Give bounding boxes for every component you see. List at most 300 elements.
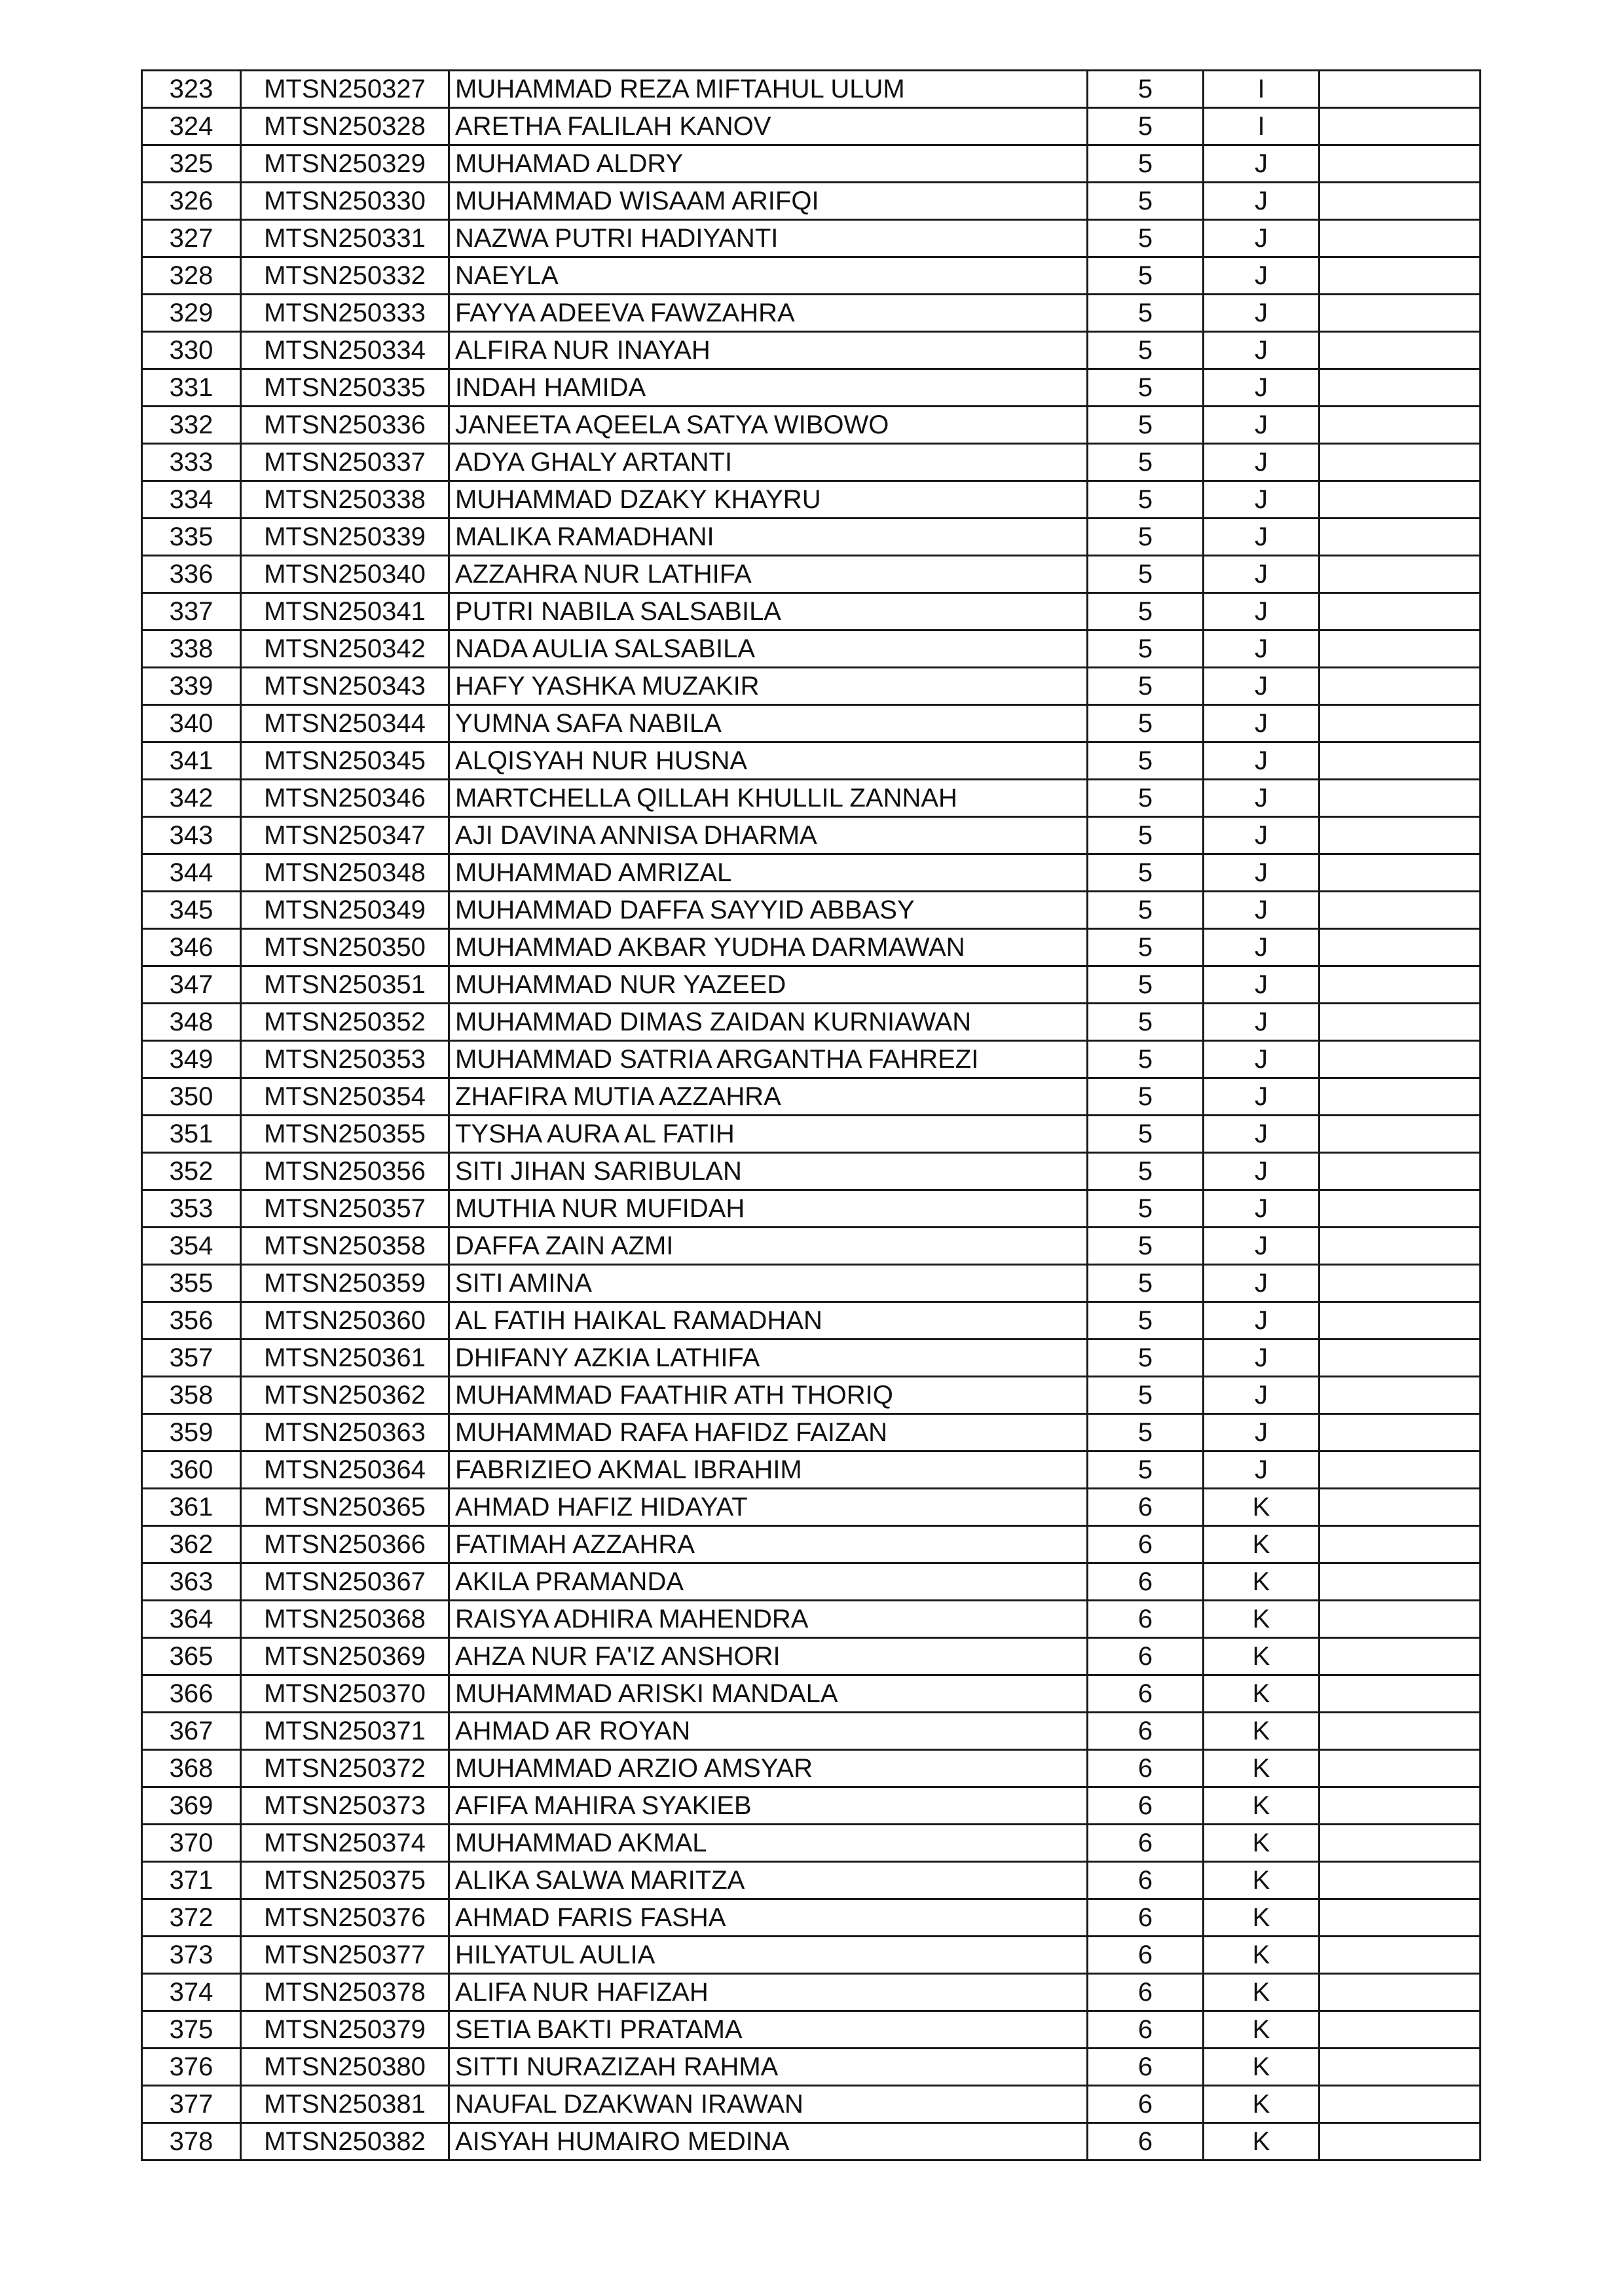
class-cell: J bbox=[1204, 854, 1320, 892]
participant-id-cell: MTSN250347 bbox=[241, 817, 449, 854]
remarks-cell bbox=[1320, 1601, 1481, 1638]
class-cell: J bbox=[1204, 892, 1320, 929]
participant-id-cell: MTSN250334 bbox=[241, 332, 449, 369]
remarks-cell bbox=[1320, 892, 1481, 929]
row-number-cell: 351 bbox=[142, 1116, 241, 1153]
participant-id-cell: MTSN250367 bbox=[241, 1563, 449, 1601]
room-cell: 5 bbox=[1088, 1265, 1204, 1302]
room-cell: 5 bbox=[1088, 892, 1204, 929]
remarks-cell bbox=[1320, 593, 1481, 630]
row-number-cell: 326 bbox=[142, 183, 241, 220]
room-cell: 5 bbox=[1088, 966, 1204, 1004]
row-number-cell: 337 bbox=[142, 593, 241, 630]
class-cell: K bbox=[1204, 2049, 1320, 2086]
row-number-cell: 344 bbox=[142, 854, 241, 892]
remarks-cell bbox=[1320, 668, 1481, 705]
table-row bbox=[142, 892, 1481, 929]
table-row bbox=[142, 183, 1481, 220]
class-cell: J bbox=[1204, 1414, 1320, 1451]
row-number-cell: 355 bbox=[142, 1265, 241, 1302]
participant-id-cell: MTSN250364 bbox=[241, 1451, 449, 1489]
row-number-cell: 338 bbox=[142, 630, 241, 668]
row-number-cell: 345 bbox=[142, 892, 241, 929]
participant-id-cell: MTSN250382 bbox=[241, 2123, 449, 2160]
room-cell: 5 bbox=[1088, 1078, 1204, 1116]
participant-id-cell: MTSN250341 bbox=[241, 593, 449, 630]
participant-id-cell: MTSN250373 bbox=[241, 1787, 449, 1825]
row-number-cell: 376 bbox=[142, 2049, 241, 2086]
table-row bbox=[142, 145, 1481, 183]
table-row bbox=[142, 668, 1481, 705]
row-number-cell: 335 bbox=[142, 519, 241, 556]
class-cell: J bbox=[1204, 481, 1320, 519]
class-cell: J bbox=[1204, 295, 1320, 332]
remarks-cell bbox=[1320, 1414, 1481, 1451]
remarks-cell bbox=[1320, 332, 1481, 369]
remarks-cell bbox=[1320, 257, 1481, 295]
row-number-cell: 373 bbox=[142, 1937, 241, 1974]
table-row bbox=[142, 1153, 1481, 1190]
remarks-cell bbox=[1320, 1078, 1481, 1116]
participant-name-cell: MUHAMMAD WISAAM ARIFQI bbox=[449, 183, 1088, 220]
class-cell: J bbox=[1204, 1190, 1320, 1228]
participant-name-cell: AL FATIH HAIKAL RAMADHAN bbox=[449, 1302, 1088, 1339]
table-row bbox=[142, 1750, 1481, 1787]
room-cell: 6 bbox=[1088, 1638, 1204, 1675]
participant-id-cell: MTSN250342 bbox=[241, 630, 449, 668]
participant-name-cell: ALFIRA NUR INAYAH bbox=[449, 332, 1088, 369]
participant-id-cell: MTSN250370 bbox=[241, 1675, 449, 1713]
participant-name-cell: AISYAH HUMAIRO MEDINA bbox=[449, 2123, 1088, 2160]
participant-name-cell: MARTCHELLA QILLAH KHULLIL ZANNAH bbox=[449, 780, 1088, 817]
room-cell: 5 bbox=[1088, 854, 1204, 892]
table-row bbox=[142, 630, 1481, 668]
participant-id-cell: MTSN250359 bbox=[241, 1265, 449, 1302]
participant-name-cell: MUHAMMAD DIMAS ZAIDAN KURNIAWAN bbox=[449, 1004, 1088, 1041]
participant-name-cell: YUMNA SAFA NABILA bbox=[449, 705, 1088, 742]
participant-id-cell: MTSN250363 bbox=[241, 1414, 449, 1451]
participant-id-cell: MTSN250345 bbox=[241, 742, 449, 780]
participant-name-cell: HAFY YASHKA MUZAKIR bbox=[449, 668, 1088, 705]
participant-name-cell: AHMAD FARIS FASHA bbox=[449, 1899, 1088, 1937]
room-cell: 5 bbox=[1088, 220, 1204, 257]
participant-id-cell: MTSN250361 bbox=[241, 1339, 449, 1377]
remarks-cell bbox=[1320, 1899, 1481, 1937]
remarks-cell bbox=[1320, 929, 1481, 966]
row-number-cell: 341 bbox=[142, 742, 241, 780]
room-cell: 6 bbox=[1088, 1675, 1204, 1713]
room-cell: 6 bbox=[1088, 1601, 1204, 1638]
participant-id-cell: MTSN250379 bbox=[241, 2011, 449, 2049]
room-cell: 6 bbox=[1088, 1750, 1204, 1787]
room-cell: 5 bbox=[1088, 556, 1204, 593]
remarks-cell bbox=[1320, 1974, 1481, 2011]
remarks-cell bbox=[1320, 407, 1481, 444]
participant-name-cell: AZZAHRA NUR LATHIFA bbox=[449, 556, 1088, 593]
participant-id-cell: MTSN250344 bbox=[241, 705, 449, 742]
room-cell: 5 bbox=[1088, 1414, 1204, 1451]
room-cell: 5 bbox=[1088, 369, 1204, 407]
participant-name-cell: PUTRI NABILA SALSABILA bbox=[449, 593, 1088, 630]
table-row bbox=[142, 966, 1481, 1004]
participant-id-cell: MTSN250358 bbox=[241, 1228, 449, 1265]
remarks-cell bbox=[1320, 1750, 1481, 1787]
table-row bbox=[142, 854, 1481, 892]
participant-id-cell: MTSN250349 bbox=[241, 892, 449, 929]
row-number-cell: 364 bbox=[142, 1601, 241, 1638]
participant-name-cell: MUHAMMAD ARISKI MANDALA bbox=[449, 1675, 1088, 1713]
class-cell: J bbox=[1204, 183, 1320, 220]
participant-id-cell: MTSN250331 bbox=[241, 220, 449, 257]
table-row bbox=[142, 705, 1481, 742]
room-cell: 6 bbox=[1088, 2049, 1204, 2086]
class-cell: K bbox=[1204, 1526, 1320, 1563]
row-number-cell: 368 bbox=[142, 1750, 241, 1787]
room-cell: 5 bbox=[1088, 1041, 1204, 1078]
participant-name-cell: NAZWA PUTRI HADIYANTI bbox=[449, 220, 1088, 257]
participant-name-cell: AHMAD AR ROYAN bbox=[449, 1713, 1088, 1750]
room-cell: 5 bbox=[1088, 1153, 1204, 1190]
remarks-cell bbox=[1320, 369, 1481, 407]
class-cell: J bbox=[1204, 407, 1320, 444]
table-row bbox=[142, 407, 1481, 444]
row-number-cell: 357 bbox=[142, 1339, 241, 1377]
participant-name-cell: AHMAD HAFIZ HIDAYAT bbox=[449, 1489, 1088, 1526]
class-cell: K bbox=[1204, 2123, 1320, 2160]
participant-name-cell: FAYYA ADEEVA FAWZAHRA bbox=[449, 295, 1088, 332]
class-cell: J bbox=[1204, 705, 1320, 742]
table-row bbox=[142, 2011, 1481, 2049]
participant-name-cell: INDAH HAMIDA bbox=[449, 369, 1088, 407]
table-row bbox=[142, 1787, 1481, 1825]
remarks-cell bbox=[1320, 1787, 1481, 1825]
class-cell: J bbox=[1204, 1451, 1320, 1489]
remarks-cell bbox=[1320, 817, 1481, 854]
row-number-cell: 375 bbox=[142, 2011, 241, 2049]
participant-name-cell: DAFFA ZAIN AZMI bbox=[449, 1228, 1088, 1265]
row-number-cell: 332 bbox=[142, 407, 241, 444]
class-cell: J bbox=[1204, 556, 1320, 593]
participant-name-cell: MUHAMMAD DAFFA SAYYID ABBASY bbox=[449, 892, 1088, 929]
participant-name-cell: MUHAMMAD FAATHIR ATH THORIQ bbox=[449, 1377, 1088, 1414]
remarks-cell bbox=[1320, 1041, 1481, 1078]
class-cell: J bbox=[1204, 817, 1320, 854]
class-cell: K bbox=[1204, 1489, 1320, 1526]
class-cell: K bbox=[1204, 1675, 1320, 1713]
participant-id-cell: MTSN250343 bbox=[241, 668, 449, 705]
table-row bbox=[142, 2123, 1481, 2160]
row-number-cell: 362 bbox=[142, 1526, 241, 1563]
table-row bbox=[142, 1526, 1481, 1563]
room-cell: 5 bbox=[1088, 593, 1204, 630]
participant-name-cell: DHIFANY AZKIA LATHIFA bbox=[449, 1339, 1088, 1377]
class-cell: J bbox=[1204, 1078, 1320, 1116]
remarks-cell bbox=[1320, 1190, 1481, 1228]
table-body bbox=[142, 71, 1481, 2160]
table-row bbox=[142, 2049, 1481, 2086]
class-cell: I bbox=[1204, 71, 1320, 108]
class-cell: J bbox=[1204, 1153, 1320, 1190]
class-cell: J bbox=[1204, 369, 1320, 407]
room-cell: 5 bbox=[1088, 630, 1204, 668]
class-cell: K bbox=[1204, 1937, 1320, 1974]
remarks-cell bbox=[1320, 1451, 1481, 1489]
participant-name-cell: MUHAMMAD DZAKY KHAYRU bbox=[449, 481, 1088, 519]
class-cell: K bbox=[1204, 1638, 1320, 1675]
class-cell: J bbox=[1204, 1004, 1320, 1041]
participant-id-cell: MTSN250346 bbox=[241, 780, 449, 817]
table-row bbox=[142, 1228, 1481, 1265]
remarks-cell bbox=[1320, 71, 1481, 108]
table-row bbox=[142, 1563, 1481, 1601]
remarks-cell bbox=[1320, 183, 1481, 220]
room-cell: 6 bbox=[1088, 2123, 1204, 2160]
row-number-cell: 377 bbox=[142, 2086, 241, 2123]
class-cell: J bbox=[1204, 444, 1320, 481]
row-number-cell: 367 bbox=[142, 1713, 241, 1750]
remarks-cell bbox=[1320, 742, 1481, 780]
participant-name-cell: NAEYLA bbox=[449, 257, 1088, 295]
row-number-cell: 340 bbox=[142, 705, 241, 742]
participant-id-cell: MTSN250336 bbox=[241, 407, 449, 444]
class-cell: J bbox=[1204, 929, 1320, 966]
table-row bbox=[142, 71, 1481, 108]
remarks-cell bbox=[1320, 145, 1481, 183]
remarks-cell bbox=[1320, 1563, 1481, 1601]
remarks-cell bbox=[1320, 1339, 1481, 1377]
participant-name-cell: AHZA NUR FA'IZ ANSHORI bbox=[449, 1638, 1088, 1675]
room-cell: 5 bbox=[1088, 1116, 1204, 1153]
row-number-cell: 347 bbox=[142, 966, 241, 1004]
participant-id-cell: MTSN250333 bbox=[241, 295, 449, 332]
table-row bbox=[142, 519, 1481, 556]
table-row bbox=[142, 1601, 1481, 1638]
room-cell: 5 bbox=[1088, 71, 1204, 108]
table-row bbox=[142, 1004, 1481, 1041]
class-cell: J bbox=[1204, 1041, 1320, 1078]
participant-name-cell: FABRIZIEO AKMAL IBRAHIM bbox=[449, 1451, 1088, 1489]
remarks-cell bbox=[1320, 556, 1481, 593]
remarks-cell bbox=[1320, 2123, 1481, 2160]
remarks-cell bbox=[1320, 2011, 1481, 2049]
participant-id-cell: MTSN250357 bbox=[241, 1190, 449, 1228]
room-cell: 5 bbox=[1088, 668, 1204, 705]
class-cell: K bbox=[1204, 1974, 1320, 2011]
class-cell: K bbox=[1204, 2011, 1320, 2049]
row-number-cell: 356 bbox=[142, 1302, 241, 1339]
participant-name-cell: JANEETA AQEELA SATYA WIBOWO bbox=[449, 407, 1088, 444]
participant-name-cell: SETIA BAKTI PRATAMA bbox=[449, 2011, 1088, 2049]
participant-name-cell: TYSHA AURA AL FATIH bbox=[449, 1116, 1088, 1153]
class-cell: K bbox=[1204, 1750, 1320, 1787]
participant-id-cell: MTSN250368 bbox=[241, 1601, 449, 1638]
row-number-cell: 325 bbox=[142, 145, 241, 183]
row-number-cell: 354 bbox=[142, 1228, 241, 1265]
class-cell: J bbox=[1204, 1228, 1320, 1265]
room-cell: 5 bbox=[1088, 1004, 1204, 1041]
row-number-cell: 365 bbox=[142, 1638, 241, 1675]
room-cell: 6 bbox=[1088, 2011, 1204, 2049]
row-number-cell: 359 bbox=[142, 1414, 241, 1451]
room-cell: 5 bbox=[1088, 295, 1204, 332]
row-number-cell: 330 bbox=[142, 332, 241, 369]
class-cell: J bbox=[1204, 332, 1320, 369]
table-row bbox=[142, 1713, 1481, 1750]
row-number-cell: 333 bbox=[142, 444, 241, 481]
participant-id-cell: MTSN250335 bbox=[241, 369, 449, 407]
row-number-cell: 349 bbox=[142, 1041, 241, 1078]
participant-name-cell: AFIFA MAHIRA SYAKIEB bbox=[449, 1787, 1088, 1825]
class-cell: K bbox=[1204, 1787, 1320, 1825]
remarks-cell bbox=[1320, 1713, 1481, 1750]
table-row bbox=[142, 1377, 1481, 1414]
table-row bbox=[142, 1825, 1481, 1862]
room-cell: 6 bbox=[1088, 1899, 1204, 1937]
class-cell: J bbox=[1204, 220, 1320, 257]
remarks-cell bbox=[1320, 1153, 1481, 1190]
class-cell: J bbox=[1204, 593, 1320, 630]
table-row bbox=[142, 817, 1481, 854]
remarks-cell bbox=[1320, 444, 1481, 481]
participant-id-cell: MTSN250330 bbox=[241, 183, 449, 220]
table-row bbox=[142, 1451, 1481, 1489]
participant-id-cell: MTSN250348 bbox=[241, 854, 449, 892]
participant-name-cell: ALIKA SALWA MARITZA bbox=[449, 1862, 1088, 1899]
remarks-cell bbox=[1320, 1004, 1481, 1041]
class-cell: K bbox=[1204, 1713, 1320, 1750]
remarks-cell bbox=[1320, 1937, 1481, 1974]
participant-name-cell: MUHAMMAD NUR YAZEED bbox=[449, 966, 1088, 1004]
participant-name-cell: HILYATUL AULIA bbox=[449, 1937, 1088, 1974]
participant-id-cell: MTSN250365 bbox=[241, 1489, 449, 1526]
room-cell: 5 bbox=[1088, 1190, 1204, 1228]
participant-id-cell: MTSN250378 bbox=[241, 1974, 449, 2011]
class-cell: J bbox=[1204, 1116, 1320, 1153]
participant-id-cell: MTSN250332 bbox=[241, 257, 449, 295]
participant-name-cell: SITI AMINA bbox=[449, 1265, 1088, 1302]
participant-name-cell: MUHAMAD ALDRY bbox=[449, 145, 1088, 183]
participant-id-cell: MTSN250355 bbox=[241, 1116, 449, 1153]
table-row bbox=[142, 1041, 1481, 1078]
class-cell: I bbox=[1204, 108, 1320, 145]
participant-id-cell: MTSN250353 bbox=[241, 1041, 449, 1078]
class-cell: K bbox=[1204, 1563, 1320, 1601]
class-cell: J bbox=[1204, 742, 1320, 780]
table-row bbox=[142, 742, 1481, 780]
remarks-cell bbox=[1320, 519, 1481, 556]
participant-id-cell: MTSN250381 bbox=[241, 2086, 449, 2123]
room-cell: 5 bbox=[1088, 817, 1204, 854]
room-cell: 5 bbox=[1088, 929, 1204, 966]
participant-id-cell: MTSN250339 bbox=[241, 519, 449, 556]
remarks-cell bbox=[1320, 2049, 1481, 2086]
row-number-cell: 371 bbox=[142, 1862, 241, 1899]
table-row bbox=[142, 1265, 1481, 1302]
class-cell: J bbox=[1204, 257, 1320, 295]
participant-name-cell: FATIMAH AZZAHRA bbox=[449, 1526, 1088, 1563]
room-cell: 6 bbox=[1088, 1489, 1204, 1526]
table-row bbox=[142, 593, 1481, 630]
row-number-cell: 342 bbox=[142, 780, 241, 817]
participant-id-cell: MTSN250360 bbox=[241, 1302, 449, 1339]
row-number-cell: 372 bbox=[142, 1899, 241, 1937]
room-cell: 6 bbox=[1088, 1974, 1204, 2011]
remarks-cell bbox=[1320, 1825, 1481, 1862]
row-number-cell: 327 bbox=[142, 220, 241, 257]
table-row bbox=[142, 257, 1481, 295]
participant-name-cell: RAISYA ADHIRA MAHENDRA bbox=[449, 1601, 1088, 1638]
table-row bbox=[142, 369, 1481, 407]
participant-id-cell: MTSN250369 bbox=[241, 1638, 449, 1675]
participant-name-cell: MUHAMMAD ARZIO AMSYAR bbox=[449, 1750, 1088, 1787]
remarks-cell bbox=[1320, 630, 1481, 668]
room-cell: 5 bbox=[1088, 519, 1204, 556]
remarks-cell bbox=[1320, 108, 1481, 145]
remarks-cell bbox=[1320, 295, 1481, 332]
class-cell: J bbox=[1204, 1377, 1320, 1414]
remarks-cell bbox=[1320, 1377, 1481, 1414]
table-row bbox=[142, 444, 1481, 481]
table-row bbox=[142, 2086, 1481, 2123]
room-cell: 6 bbox=[1088, 1563, 1204, 1601]
participant-id-cell: MTSN250328 bbox=[241, 108, 449, 145]
participant-id-cell: MTSN250337 bbox=[241, 444, 449, 481]
class-cell: J bbox=[1204, 668, 1320, 705]
row-number-cell: 366 bbox=[142, 1675, 241, 1713]
row-number-cell: 334 bbox=[142, 481, 241, 519]
row-number-cell: 360 bbox=[142, 1451, 241, 1489]
row-number-cell: 352 bbox=[142, 1153, 241, 1190]
table-row bbox=[142, 929, 1481, 966]
participant-id-cell: MTSN250372 bbox=[241, 1750, 449, 1787]
class-cell: J bbox=[1204, 1265, 1320, 1302]
remarks-cell bbox=[1320, 220, 1481, 257]
row-number-cell: 370 bbox=[142, 1825, 241, 1862]
participant-name-cell: NAUFAL DZAKWAN IRAWAN bbox=[449, 2086, 1088, 2123]
room-cell: 5 bbox=[1088, 1339, 1204, 1377]
participant-id-cell: MTSN250338 bbox=[241, 481, 449, 519]
room-cell: 5 bbox=[1088, 257, 1204, 295]
room-cell: 5 bbox=[1088, 332, 1204, 369]
table-row bbox=[142, 1489, 1481, 1526]
participant-id-cell: MTSN250351 bbox=[241, 966, 449, 1004]
table-row bbox=[142, 1862, 1481, 1899]
row-number-cell: 329 bbox=[142, 295, 241, 332]
participant-name-cell: SITTI NURAZIZAH RAHMA bbox=[449, 2049, 1088, 2086]
remarks-cell bbox=[1320, 1302, 1481, 1339]
room-cell: 5 bbox=[1088, 1302, 1204, 1339]
row-number-cell: 374 bbox=[142, 1974, 241, 2011]
room-cell: 5 bbox=[1088, 705, 1204, 742]
participant-name-cell: ARETHA FALILAH KANOV bbox=[449, 108, 1088, 145]
class-cell: K bbox=[1204, 1862, 1320, 1899]
class-cell: K bbox=[1204, 2086, 1320, 2123]
participant-id-cell: MTSN250362 bbox=[241, 1377, 449, 1414]
class-cell: J bbox=[1204, 519, 1320, 556]
room-cell: 5 bbox=[1088, 1377, 1204, 1414]
table-row bbox=[142, 332, 1481, 369]
room-cell: 5 bbox=[1088, 444, 1204, 481]
table-row bbox=[142, 1414, 1481, 1451]
row-number-cell: 350 bbox=[142, 1078, 241, 1116]
participant-id-cell: MTSN250377 bbox=[241, 1937, 449, 1974]
participant-name-cell: ZHAFIRA MUTIA AZZAHRA bbox=[449, 1078, 1088, 1116]
row-number-cell: 343 bbox=[142, 817, 241, 854]
participant-id-cell: MTSN250374 bbox=[241, 1825, 449, 1862]
row-number-cell: 336 bbox=[142, 556, 241, 593]
participant-name-cell: AJI DAVINA ANNISA DHARMA bbox=[449, 817, 1088, 854]
class-cell: K bbox=[1204, 1825, 1320, 1862]
